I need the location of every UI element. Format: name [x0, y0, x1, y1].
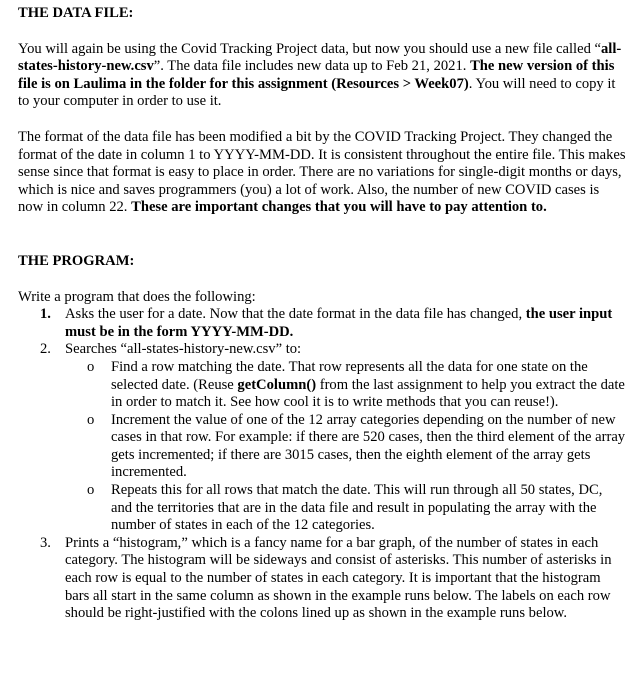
step-item-2 — [18, 341, 626, 535]
step-text: Searches “all-states-history-new.csv” to: — [65, 341, 302, 358]
data-file-paragraph-2 — [18, 129, 626, 217]
bullet-icon: o — [87, 482, 95, 499]
step-text: Prints a “histogram,” which is a fancy name for a bar graph, of the number of states in each category. The histogram will be sideways and consist of asterisks. This number of asterisks in each row is equal to the number of states in each category. It is important that the histogram bars all start in the same column as shown in the example runs below. The labels on each row should be right-justified with the colons lined up as shown in the example runs below. — [65, 534, 612, 622]
date-format-bold: the user input must be in the form YYYY-MM-DD. — [65, 306, 613, 340]
important-changes-bold: These are important changes that you will have to pay attention to. — [131, 199, 547, 216]
program-steps-list — [18, 306, 626, 623]
text-span: Asks the user for a date. Now that the date format in the data file has changed, — [65, 306, 526, 323]
method-name-bold: getColumn() — [237, 376, 317, 393]
text-span: ”. The data file includes new data up to Feb 21, 2021. — [153, 58, 471, 75]
substep-item-2 — [65, 412, 626, 482]
bullet-icon: o — [87, 358, 95, 375]
text-span: Find a row matching the date. That row represents all the data for one state on the selected date. (Reuse — [111, 358, 588, 393]
step-number: 2. — [40, 341, 51, 358]
step-number: 1. — [40, 306, 51, 323]
substep-list — [65, 359, 626, 535]
text-span: . You will need to copy it to your computer in order to use it. — [18, 75, 616, 110]
filename-bold: all-states-history-new.csv — [18, 40, 622, 75]
text-span: The format of the data file has been modified a bit by the COVID Tracking Project. They changed the format of the date in column 1 to YYYY-MM-DD. It is consistent throughout the entire file. This makes sense since that format is easy to place in order. There are no variations for single-digit months or days, which is nice and saves programmers (you) a lot of work. Also, the number of new COVID cases is now in column 22. — [18, 128, 626, 216]
substep-text: Repeats this for all rows that match the date. This will run through all 50 states, DC, and the territories that are in the data file and result in populating the array with the number of states in each of the 12 categories. — [111, 482, 603, 534]
substep-text: Increment the value of one of the 12 array categories depending on the number of new cases in that row. For example: if there are 520 cases, then the third element of the array gets incremented; if there are 3015 cases, then the eighth element of the array gets incremented. — [111, 411, 626, 481]
text-span: You will again be using the Covid Tracking Project data, but now you should use a new file called “ — [18, 40, 601, 57]
substep-item-3 — [65, 482, 626, 535]
substep-item-1 — [65, 359, 626, 412]
step-item-1 — [18, 306, 626, 341]
text-span: from the last assignment to help you extract the date in order to match it. See how cool it is to write methods that you can reuse!). — [111, 376, 625, 411]
data-file-heading: THE DATA FILE: — [18, 5, 134, 21]
step-number: 3. — [40, 534, 51, 551]
program-heading: THE PROGRAM: — [18, 252, 135, 269]
bullet-icon: o — [87, 411, 95, 428]
program-intro: Write a program that does the following: — [18, 288, 256, 305]
location-bold: The new version of this file is on Laulima in the folder for this assignment (Resources > Week07) — [18, 58, 615, 92]
step-item-3 — [18, 535, 626, 623]
data-file-paragraph-1 — [18, 41, 626, 111]
